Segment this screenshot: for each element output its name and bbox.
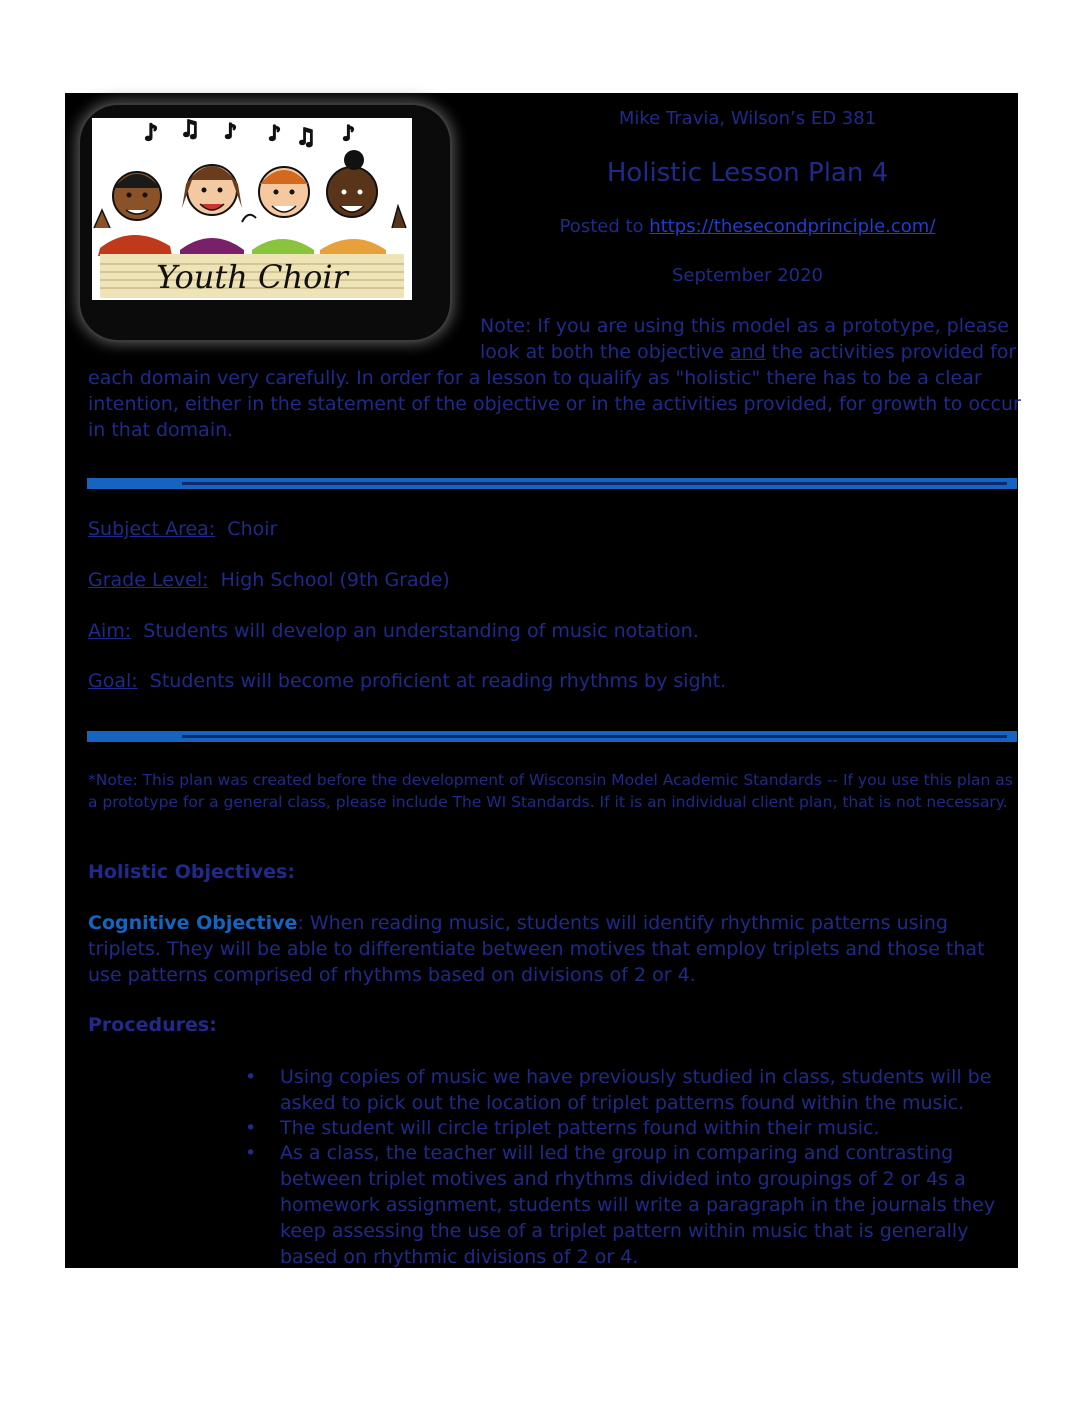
posted-line [480,216,1015,237]
logo-text: Youth Choir [156,258,348,296]
standards-note: *Note: This plan was created before the development of Wisconsin Model Academic Standards -- If you use this plan as a prototype for a general class, please include The WI Standards. If it is an individual client plan, that is not necessary. [88,771,1013,811]
date-line: September 2020 [671,265,824,286]
author-line: Mike Travia, Wilson’s ED 381 [618,108,877,129]
list-item: • Using copies of music we have previously studied in class, students will be asked to pick out the location of triplet patterns found within the music. [245,1066,992,1114]
note-line-2: look at both the objective and the activities provided for [480,341,1017,363]
svg-text:♪: ♪ [224,119,237,143]
subject-field: Subject Area: Choir [88,518,278,540]
svg-text:♪: ♪ [268,121,281,145]
procedures-heading: Procedures: [88,1014,217,1036]
note-line-3: each domain very carefully. In order for a lesson to qualify as "holistic" there has to be a clear [88,367,982,389]
page-title: Holistic Lesson Plan 4 [606,158,889,188]
svg-text:♫: ♫ [296,125,316,150]
youth-choir-logo [92,118,412,300]
site-link[interactable]: https://thesecondprinciple.com/ [649,216,936,237]
note-line-4: intention, either in the statement of the objective or in the activities provided, for growth to occur [88,393,1021,415]
list-item: • As a class, the teacher will led the group in comparing and contrasting between triplet motives and rhythms divided into groupings of 2 or 4s a homework assignment, students will write a paragraph in the journals they keep assessing the use of a triplet pattern within music that is generally based on rhythmic divisions of 2 or 4. [245,1142,996,1268]
holistic-objectives-heading: Holistic Objectives: [88,861,295,883]
divider [87,478,1017,494]
svg-text:♫: ♫ [180,118,200,142]
goal-field: Goal: Students will become proficient at reading rhythms by sight. [88,670,727,692]
note-line-1: Note: If you are using this model as a prototype, please [480,315,1009,337]
list-item: • The student will circle triplet patterns found within their music. [245,1117,880,1139]
note-line-5: in that domain. [88,419,234,441]
divider [87,731,1017,747]
aim-field: Aim: Students will develop an understanding of music notation. [88,620,699,642]
posted-prefix: Posted to [559,216,650,237]
svg-text:♪: ♪ [144,121,159,146]
grade-field: Grade Level: High School (9th Grade) [88,569,450,591]
cognitive-objective: Cognitive Objective: When reading music, students will identify rhythmic patterns using triplets. They will be able to differentiate between motives that employ triplets and those that use patterns comprised of rhythms based on divisions of 2 or 4. [88,912,985,986]
svg-text:♪: ♪ [342,121,355,145]
